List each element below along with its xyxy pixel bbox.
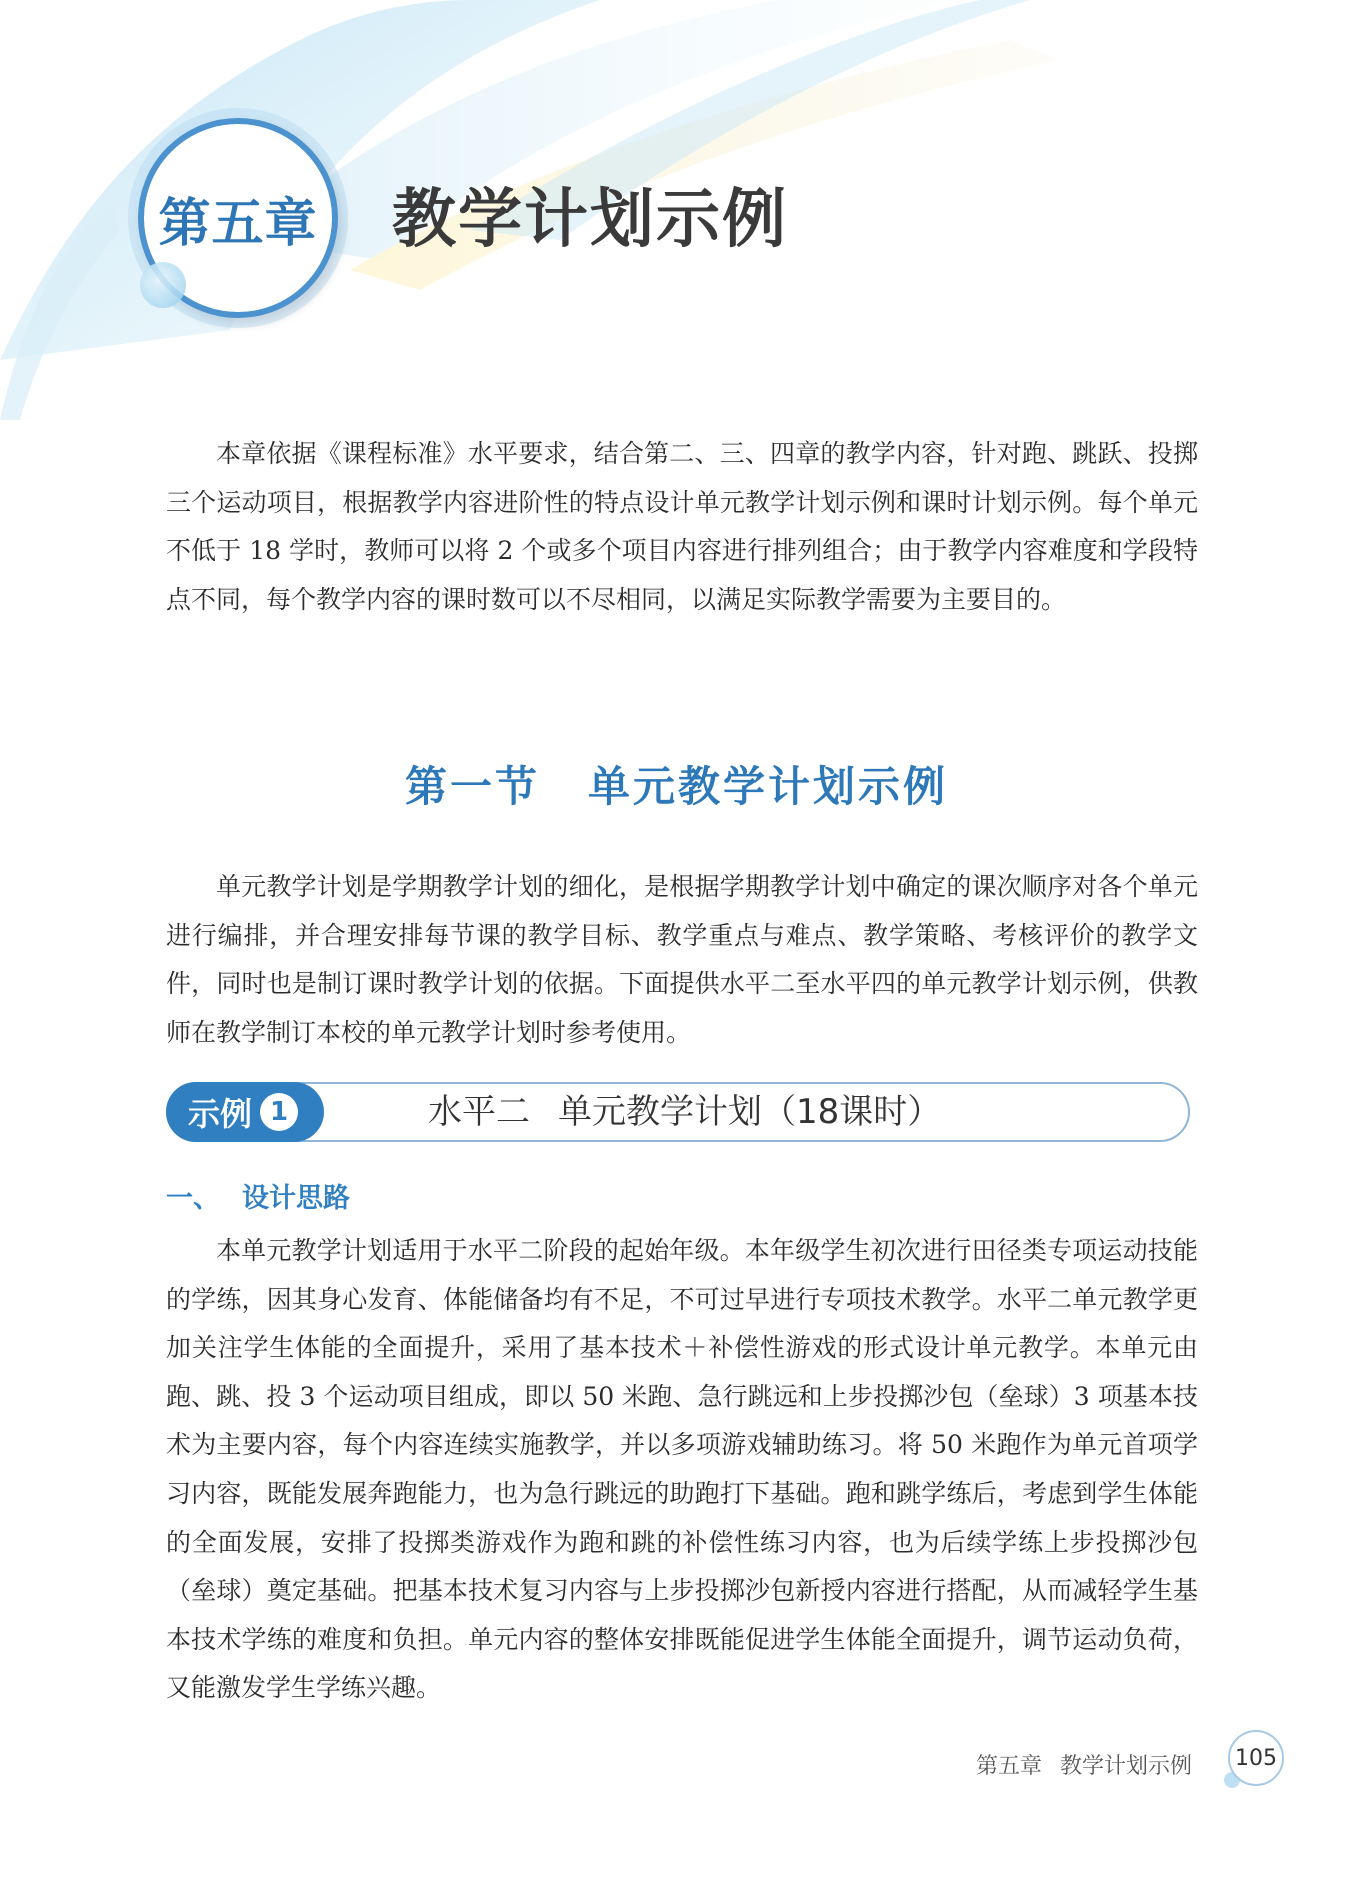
page-number: 105	[1228, 1730, 1284, 1786]
chapter-intro-paragraph: 本章依据《课程标准》水平要求，结合第二、三、四章的教学内容，针对跑、跳跃、投掷三个运动项目，根据教学内容进阶性的特点设计单元教学计划示例和课时计划示例。每个单元不低于 18 学时，教师可以将 2 个或多个项目内容进行排列组合；由于教学内容难度和学段特点不同，每个教学内容的课时数可以不尽相同，以满足实际教学需要为主要目的。	[166, 439, 1198, 614]
design-ideas-paragraph: 本单元教学计划适用于水平二阶段的起始年级。本年级学生初次进行田径类专项运动技能的学练，因其身心发育、体能储备均有不足，不可过早进行专项技术教学。水平二单元教学更加关注学生体能的全面提升，采用了基本技术＋补偿性游戏的形式设计单元教学。本单元由跑、跳、投 3 个运动项目组成，即以 50 米跑、急行跳远和上步投掷沙包（垒球）3 项基本技术为主要内容，每个内容连续实施教学，并以多项游戏辅助练习。将 50 米跑作为单元首项学习内容，既能发展奔跑能力，也为急行跳远的助跑打下基础。跑和跳学练后，考虑到学生体能的全面发展，安排了投掷类游戏作为跑和跳的补偿性练习内容，也为后续学练上步投掷沙包（垒球）奠定基础。把基本技术复习内容与上步投掷沙包新授内容进行搭配，从而减轻学生基本技术学练的难度和负担。单元内容的整体安排既能促进学生体能全面提升，调节运动负荷，又能激发学生学练兴趣。	[166, 1236, 1198, 1703]
example-tag	[166, 1082, 324, 1142]
example-title	[428, 1084, 941, 1140]
section-intro-paragraph: 单元教学计划是学期教学计划的细化，是根据学期教学计划中确定的课次顺序对各个单元进行编排，并合理安排每节课的教学目标、教学重点与难点、教学策略、考核评价的教学文件，同时也是制订课时教学计划的依据。下面提供水平二至水平四的单元教学计划示例，供教师在教学制订本校的单元教学计划时参考使用。	[166, 872, 1198, 1047]
example-plan-title: 单元教学计划（18课时）	[558, 1092, 942, 1132]
section-title: 单元教学计划示例	[588, 762, 949, 811]
example-banner	[166, 1082, 1190, 1142]
subheading-design-ideas	[166, 1176, 350, 1215]
section-heading	[0, 754, 1353, 814]
example-label: 示例	[188, 1095, 253, 1133]
example-number-badge: 1	[260, 1093, 298, 1131]
badge-bubble-decoration	[140, 262, 186, 308]
example-level: 水平二	[428, 1092, 530, 1132]
running-footer	[976, 1749, 1192, 1780]
section-number: 第一节	[404, 762, 540, 811]
footer-title: 教学计划示例	[1060, 1754, 1193, 1779]
chapter-title: 教学计划示例	[392, 183, 788, 257]
subheading-number: 一、	[166, 1183, 220, 1214]
subheading-title: 设计思路	[242, 1183, 350, 1214]
footer-chapter: 第五章	[976, 1754, 1043, 1779]
chapter-label: 第五章	[158, 193, 318, 254]
